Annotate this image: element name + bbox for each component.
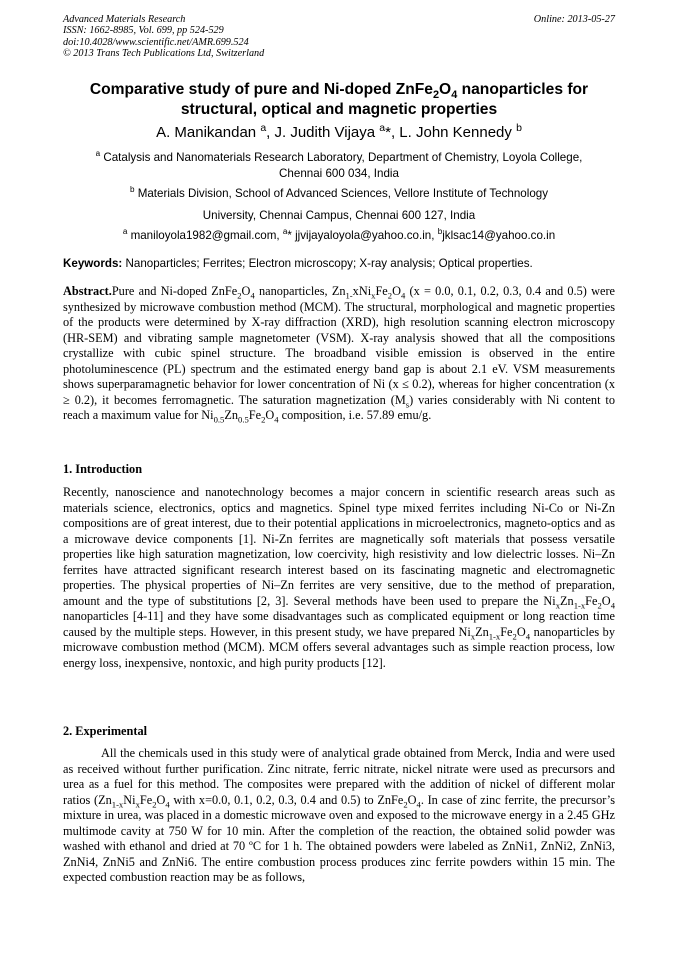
journal-doi: doi:10.4028/www.scientific.net/AMR.699.524 — [63, 36, 249, 48]
section-heading-experimental: 2. Experimental — [63, 724, 148, 738]
journal-copyright: © 2013 Trans Tech Publications Ltd, Switzerland — [63, 47, 265, 59]
affiliation-a: $^a$ Catalysis and Nanomaterials Research Laboratory, Department of Chemistry, Loyola College, Chennai 600 034, India — [95, 149, 583, 180]
author-list: A. Manikandan $^a$, J. Judith Vijaya $^a$*, L. John Kennedy $^b$ — [156, 122, 522, 141]
keywords: Keywords: Nanoparticles; Ferrites; Electron microscopy; X-ray analysis; Optical properties. — [63, 257, 533, 270]
section-heading-introduction: 1. Introduction — [63, 462, 143, 476]
title-line-2: structural, optical and magnetic properties — [180, 101, 498, 118]
title-line-1: Comparative study of pure and Ni-doped $ZnFe_2O_4$ nanoparticles for — [89, 81, 589, 102]
author-emails: $^a$ maniloyola1982@gmail.com, $^a$* jjvijayaloyola@yahoo.co.in, $^b$jklsac14@yahoo.co.in — [122, 227, 556, 242]
journal-issn: ISSN: 1662-8985, Vol. 699, pp 524-529 — [63, 25, 224, 37]
paper-title — [40, 80, 638, 120]
journal-name: Advanced Materials Research — [63, 14, 186, 25]
affiliation-b: $^b$ Materials Division, School of Advanced Sciences, Vellore Institute of Technology University, Chennai Campus, Chennai 600 127, India — [129, 185, 549, 222]
experimental-paragraph: All the chemicals used in this study were of analytical grade obtained from Merck, India and were used as received without further purification. Zinc nitrate, ferric nitrate, nickel nitrate were used as precursors and urea as a fuel for this method. The composites were prepared with the addition of nickel of different molar ratios ($Zn_{1-x}Ni_xFe_2O_4$ with x=0.0, 0.1, 0.2, 0.3, 0.4 and 0.5) to $ZnFe_2O_4$. In case of zinc ferrite, the precursor’s mixture in urea, was placed in a domestic microwave oven and exposed to the microwave energy in a 2.45 GHz multimode cavity at 750 W for 10 min. After the completion of the reaction, the obtained solid powder was washed with ethanol and dried at 70 ºC for 1 h. The obtained powders were labeled as ZnNi1, ZnNi2, ZnNi3, ZnNi4, ZnNi5 and ZnNi6. The entire combustion process produces zinc ferrite powders within 15 min. The expected combustion reaction may be as follows, — [63, 746, 615, 884]
introduction-paragraph: Recently, nanoscience and nanotechnology becomes a major concern in scientific research areas such as materials science, electronics, optics and magnetics. Spinel type mixed ferrites including Ni-Co or Ni-Zn compositions are of great interest, due to their potential applications in microelectronics, magneto-optics and as a microwave device components [1]. Ni-Zn ferrites are magnetically soft materials that possess versatile properties like high saturation magnetization, low coercivity, high resistivity and low dielectric losses. Ni–Zn ferrites have attracted significant research interest based on its fascinating magnetic and electromagnetic properties. The physical properties of Ni–Zn ferrites are very sensitive, due to the method of preparation, amount and the type of substitutions [2, 3]. Several methods have been used to prepare the $Ni_xZn_{1-x}Fe_2O_4$ nanoparticles [4-11] and they have some disadvantages such as complicated equipment or long reaction time caused by the multiple steps. However, in this present study, we have prepared $Ni_xZn_{1-x}Fe_2O_4$ nanoparticles by microwave combustion method (MCM). MCM offers several advantages such as simple reaction process, low energy loss, inexpensive, nontoxic, and high purity products [12]. — [63, 485, 615, 670]
online-date: Online: 2013-05-27 — [533, 14, 615, 25]
abstract: Abstract.Pure and Ni-doped $ZnFe_2O_4$ nanoparticles, $Zn_{1-}xNi_xFe_2O_4$ (x = 0.0, 0.1, 0.2, 0.3, 0.4 and 0.5) were synthesized by microwave combustion method (MCM). The structural, morphological and magnetic properties of the products were determined by X-ray diffraction (XRD), high resolution scanning electron microscopy (HR-SEM) and vibrating sample magnetometer (VSM). X-ray analysis showed that all the compositions crystallize with cubic spinel structure. The broadband visible emission is observed in the entire photoluminescence (PL) spectrum and the estimated energy band gap is about 2.1 eV. VSM measurements shows superparamagnetic behavior for lower concentration of Ni (x ≤ 0.2), whereas for higher concentration (x ≥ 0.2), it becomes ferromagnetic. The saturation magnetization $(M_s)$ varies considerably with Ni content to reach a maximum value for $Ni_{0.5}Zn_{0.5}Fe_2O_4$ composition, i.e. 57.89 emu/g. — [63, 284, 615, 425]
journal-header — [63, 14, 264, 59]
